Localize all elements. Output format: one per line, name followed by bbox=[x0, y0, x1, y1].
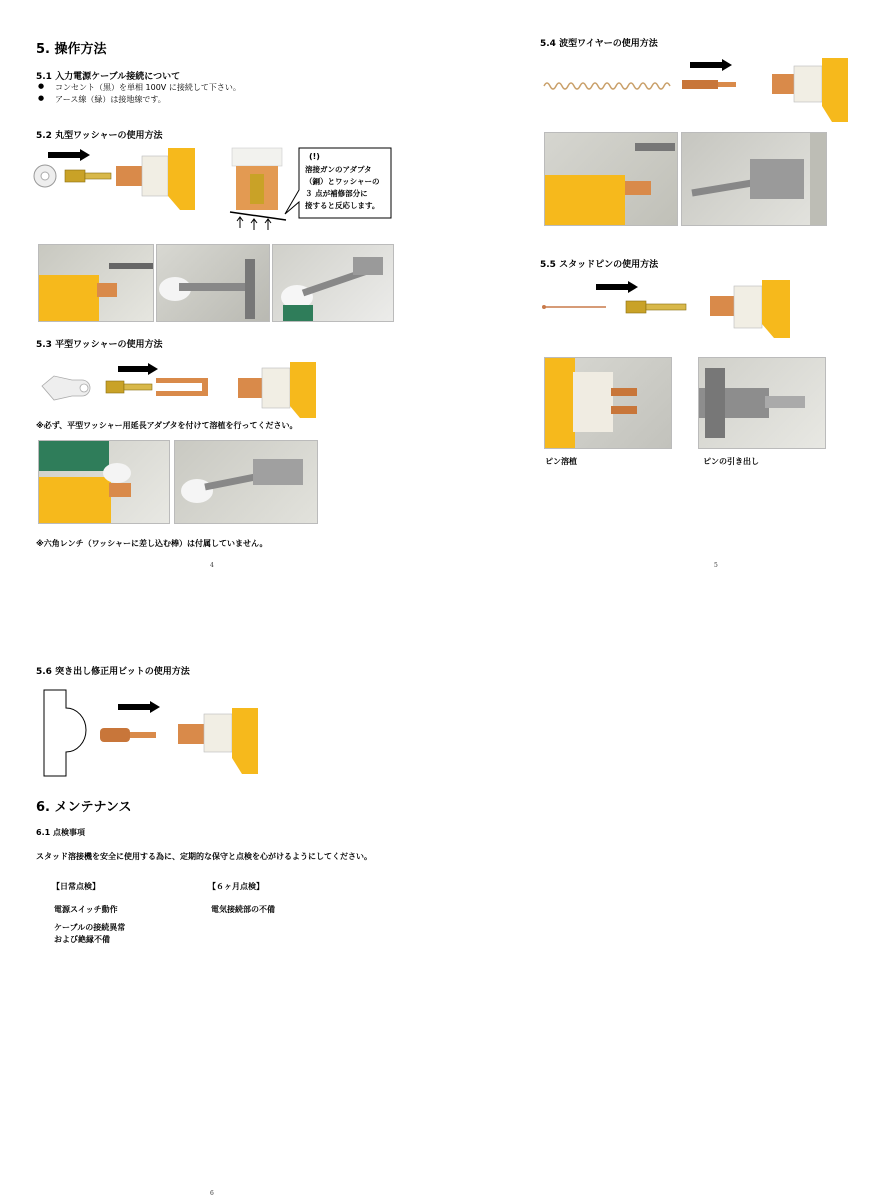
note-line-3: ３ 点が補修部分に bbox=[305, 189, 368, 198]
six-month-item-1: 電気接続部の不備 bbox=[211, 905, 275, 914]
note-marker: (!) bbox=[309, 152, 320, 161]
photo-round-washer-pulling bbox=[156, 244, 270, 322]
photo-pin-welding bbox=[544, 357, 672, 449]
section-6-title: 6. メンテナンス bbox=[36, 800, 132, 815]
section-6-1-heading: 6.1 点検事項 bbox=[36, 828, 85, 837]
hex-wrench-note: ※六角レンチ（ワッシャーに差し込む棒）は付属していません。 bbox=[36, 539, 268, 548]
note-line-1: 溶接ガンのアダプタ bbox=[305, 165, 372, 174]
maintenance-intro: スタッド溶接機を安全に使用する為に、定期的な保守と点検を心がけるようにしてください。 bbox=[36, 852, 372, 861]
daily-check-header: 【日常点検】 bbox=[52, 882, 100, 891]
flat-washer-note: ※必ず、平型ワッシャー用延長アダプタを付けて溶植を行ってください。 bbox=[36, 421, 298, 430]
note-line-2: （銅）とワッシャーの bbox=[305, 177, 380, 186]
photo-pin-pulling bbox=[698, 357, 826, 449]
six-month-check-header: 【６ヶ月点検】 bbox=[208, 882, 264, 891]
caption-pin-welding: ピン溶植 bbox=[545, 457, 577, 466]
note-line-4: 接すると反応します。 bbox=[305, 201, 380, 210]
section-5-6-heading: 5.6 突き出し修正用ビットの使用方法 bbox=[36, 667, 190, 677]
wave-wire-illustration bbox=[540, 56, 852, 124]
photo-flat-washer-pulling bbox=[174, 440, 318, 524]
daily-item-3: および絶縁不備 bbox=[54, 935, 110, 944]
note-text bbox=[305, 164, 379, 212]
round-washer-illustration bbox=[30, 146, 200, 212]
section-5-2-heading: 5.2 丸型ワッシャーの使用方法 bbox=[36, 131, 163, 141]
flat-washer-illustration bbox=[38, 360, 320, 420]
photo-round-washer-welding bbox=[38, 244, 154, 322]
caption-pin-pulling: ピンの引き出し bbox=[703, 457, 759, 466]
photo-wave-wire-welding bbox=[544, 132, 678, 226]
section-5-title: 5. 操作方法 bbox=[36, 42, 107, 57]
page-number-6: 6 bbox=[210, 1190, 214, 1197]
section-5-1-heading: 5.1 入力電源ケーブル接続について bbox=[36, 72, 181, 82]
bullet-ground: ● アース線（緑）は接地線です。 bbox=[55, 94, 166, 105]
protrusion-bit-illustration bbox=[36, 688, 262, 780]
page-number-4: 4 bbox=[210, 562, 214, 569]
daily-item-1: 電源スイッチ動作 bbox=[54, 905, 118, 914]
photo-round-washer-slide-hammer bbox=[272, 244, 394, 322]
bullet-power: ● コンセント（黒）を単相 100V に接続して下さい。 bbox=[55, 82, 241, 93]
stud-pin-illustration bbox=[540, 278, 794, 340]
photo-flat-washer-welding bbox=[38, 440, 170, 524]
section-5-3-heading: 5.3 平型ワッシャーの使用方法 bbox=[36, 340, 163, 350]
page-number-5: 5 bbox=[714, 562, 718, 569]
adapter-closeup-illustration bbox=[226, 146, 290, 234]
section-5-5-heading: 5.5 スタッドピンの使用方法 bbox=[540, 260, 659, 270]
section-5-4-heading: 5.4 波型ワイヤーの使用方法 bbox=[540, 39, 658, 49]
photo-wave-wire-pulling bbox=[681, 132, 827, 226]
daily-item-2: ケーブルの接続異常 bbox=[54, 923, 126, 932]
